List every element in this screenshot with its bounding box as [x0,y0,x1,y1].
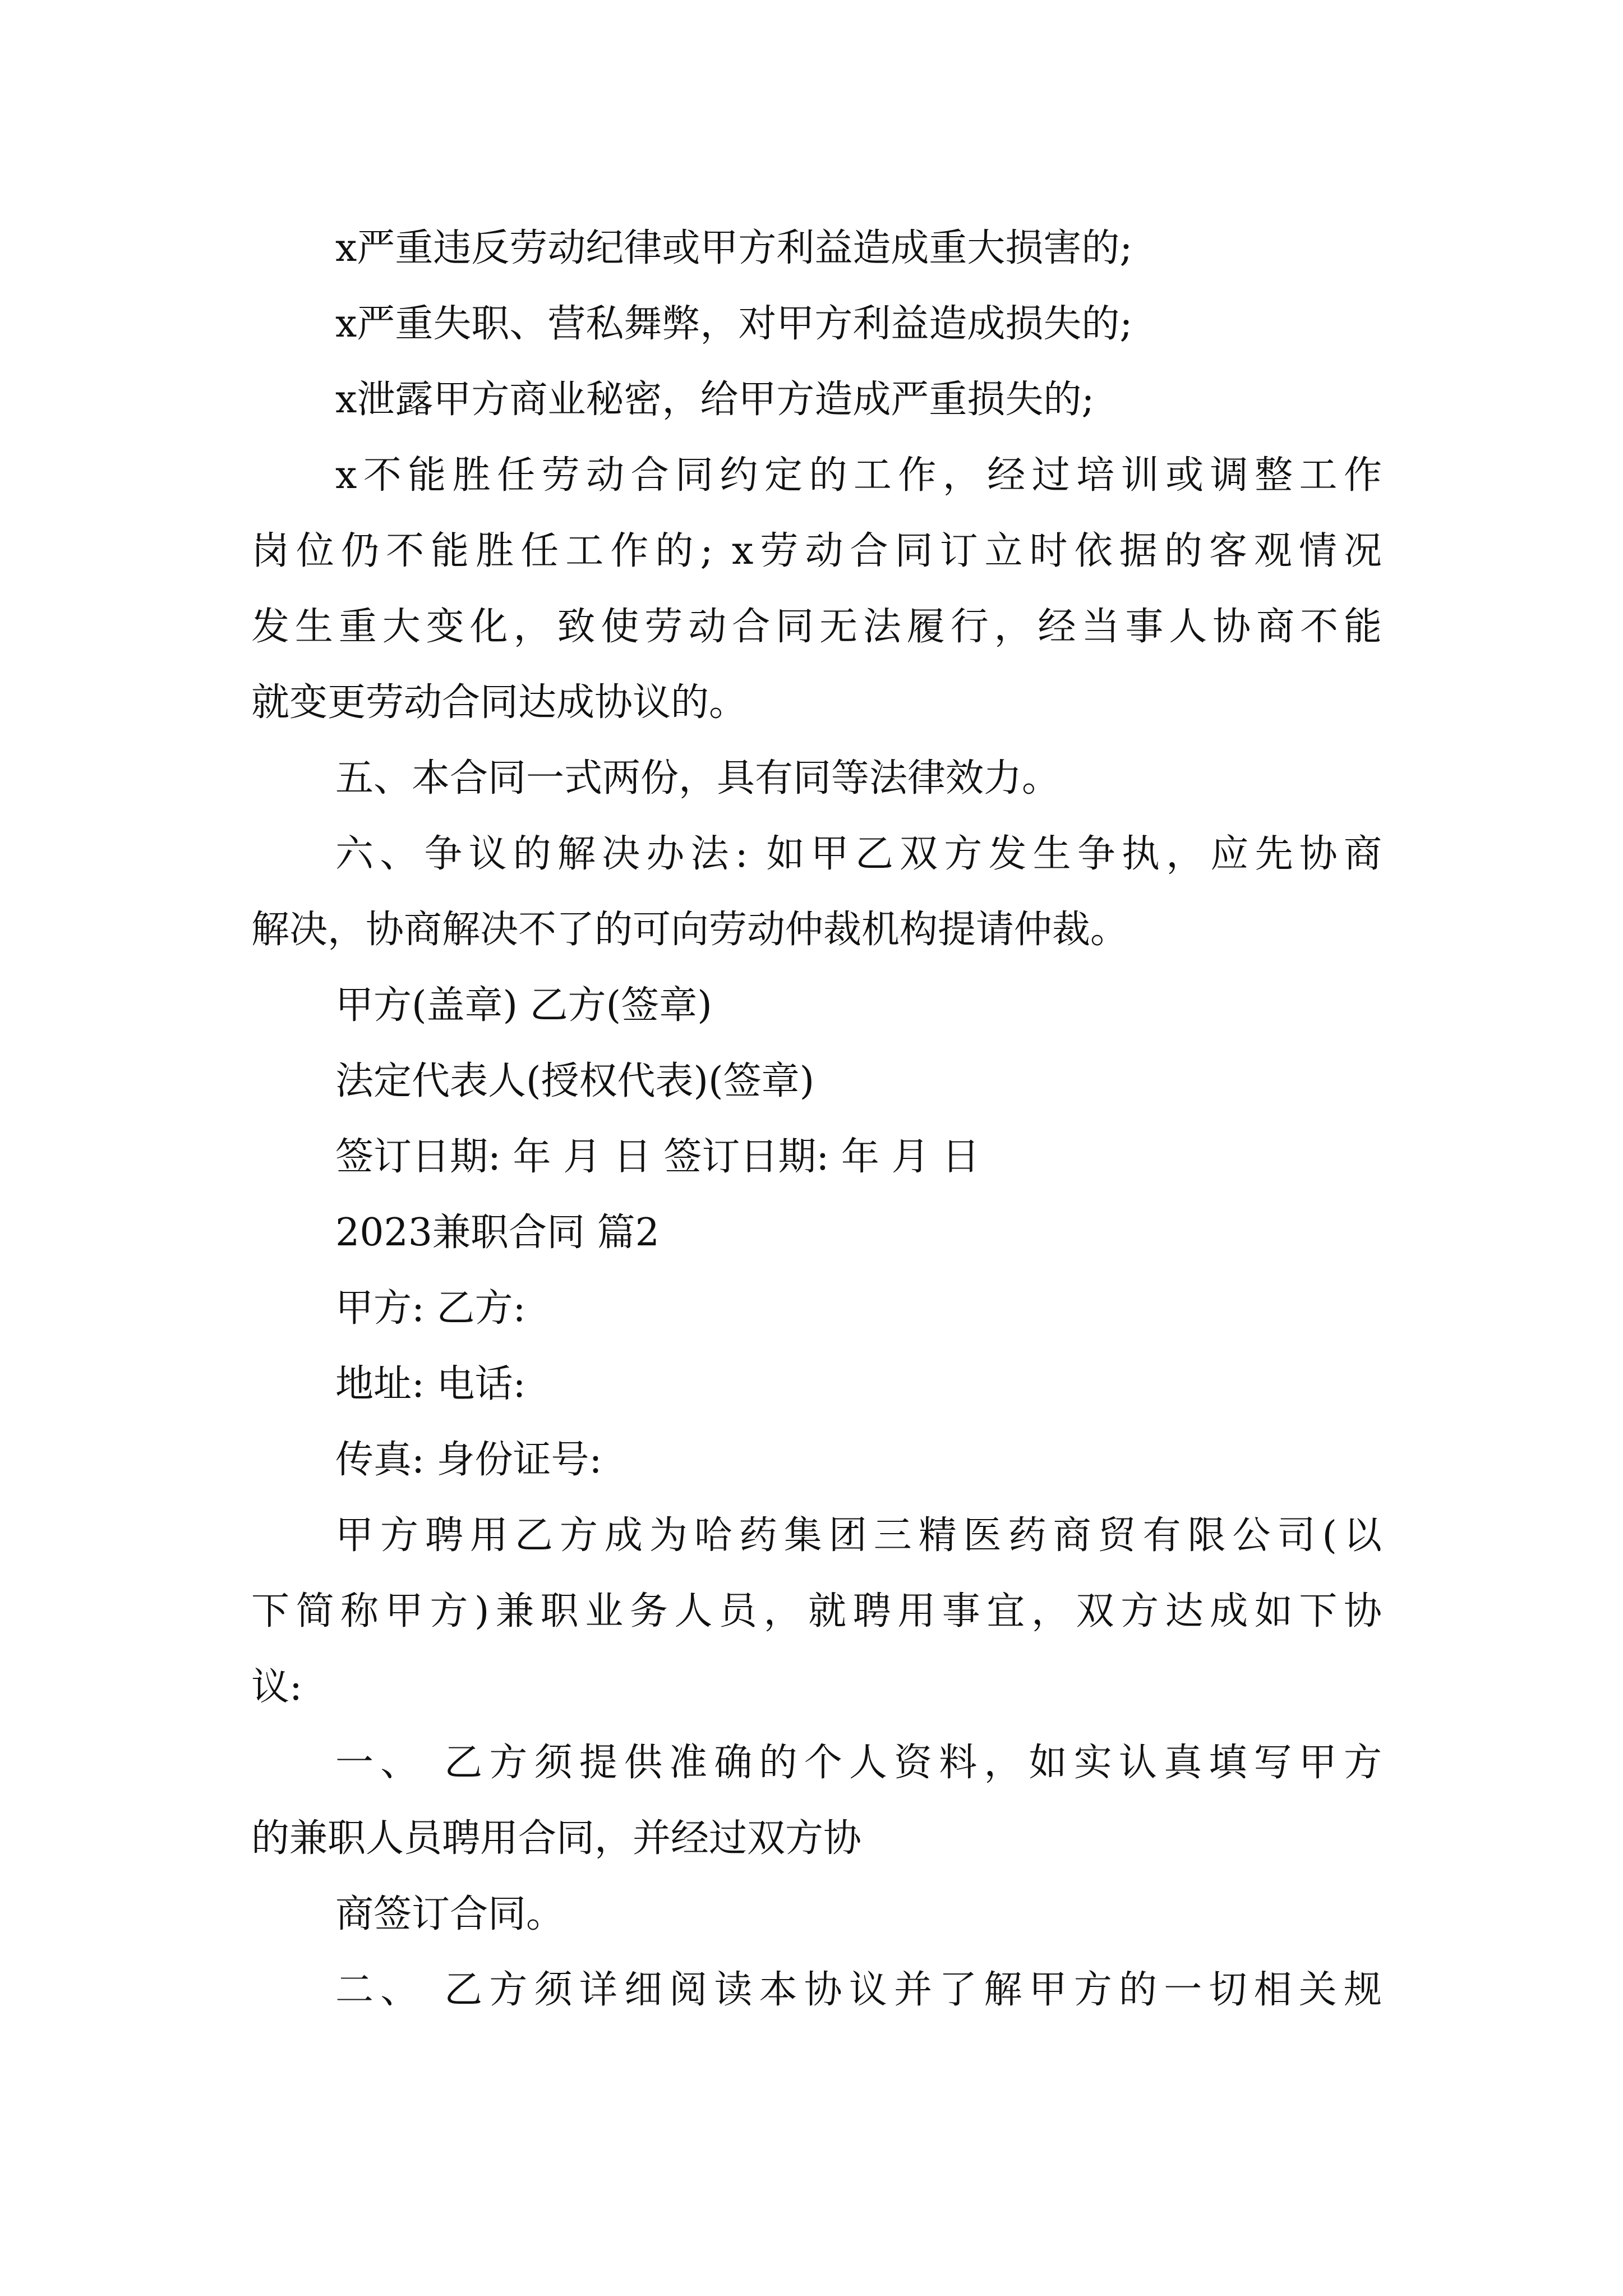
section-six: 六、争议的解决办法: 如甲乙双方发生争执，应先协商 [335,832,1382,876]
clause-line: 就变更劳动合同达成协议的。 [251,680,748,725]
clause-line: 岗位仍不能胜任工作的; x劳动合同订立时依据的客观情况 [251,529,1382,573]
document-page [251,210,1382,2028]
signature-parties: 甲方(盖章) 乙方(签章) [335,983,712,1028]
article-two: 二、 乙方须详细阅读本协议并了解甲方的一切相关规 [335,1968,1382,2012]
article-one-cont: 的兼职人员聘用合同，并经过双方协 [251,1816,862,1861]
clause-line: x泄露甲方商业秘密，给甲方造成严重损失的; [335,378,1095,422]
intro-paragraph-cont: 下简称甲方)兼职业务人员，就聘用事宜，双方达成如下协 [251,1589,1382,1634]
signing-dates: 签订日期: 年 月 日 签订日期: 年 月 日 [335,1135,980,1179]
party-fields: 甲方: 乙方: [335,1286,526,1331]
legal-representative: 法定代表人(授权代表)(签章) [335,1059,815,1103]
contract-heading: 2023兼职合同 篇2 [335,1211,660,1255]
clause-line: x严重失职、营私舞弊，对甲方利益造成损失的; [335,302,1133,346]
intro-paragraph-end: 议: [251,1665,302,1709]
address-phone-fields: 地址: 电话: [335,1362,526,1406]
fax-id-fields: 传真: 身份证号: [335,1438,602,1482]
clause-line: x严重违反劳动纪律或甲方利益造成重大损害的; [335,226,1133,270]
article-one-end: 商签订合同。 [335,1892,565,1936]
section-six-cont: 解决，协商解决不了的可向劳动仲裁机构提请仲裁。 [251,908,1129,952]
clause-line: 发生重大变化，致使劳动合同无法履行，经当事人协商不能 [251,605,1382,649]
clause-line: x不能胜任劳动合同约定的工作，经过培训或调整工作 [335,453,1382,498]
intro-paragraph: 甲方聘用乙方成为哈药集团三精医药商贸有限公司(以 [335,1513,1382,1558]
article-one: 一、 乙方须提供准确的个人资料，如实认真填写甲方 [335,1741,1382,1785]
section-five: 五、本合同一式两份，具有同等法律效力。 [335,756,1061,800]
